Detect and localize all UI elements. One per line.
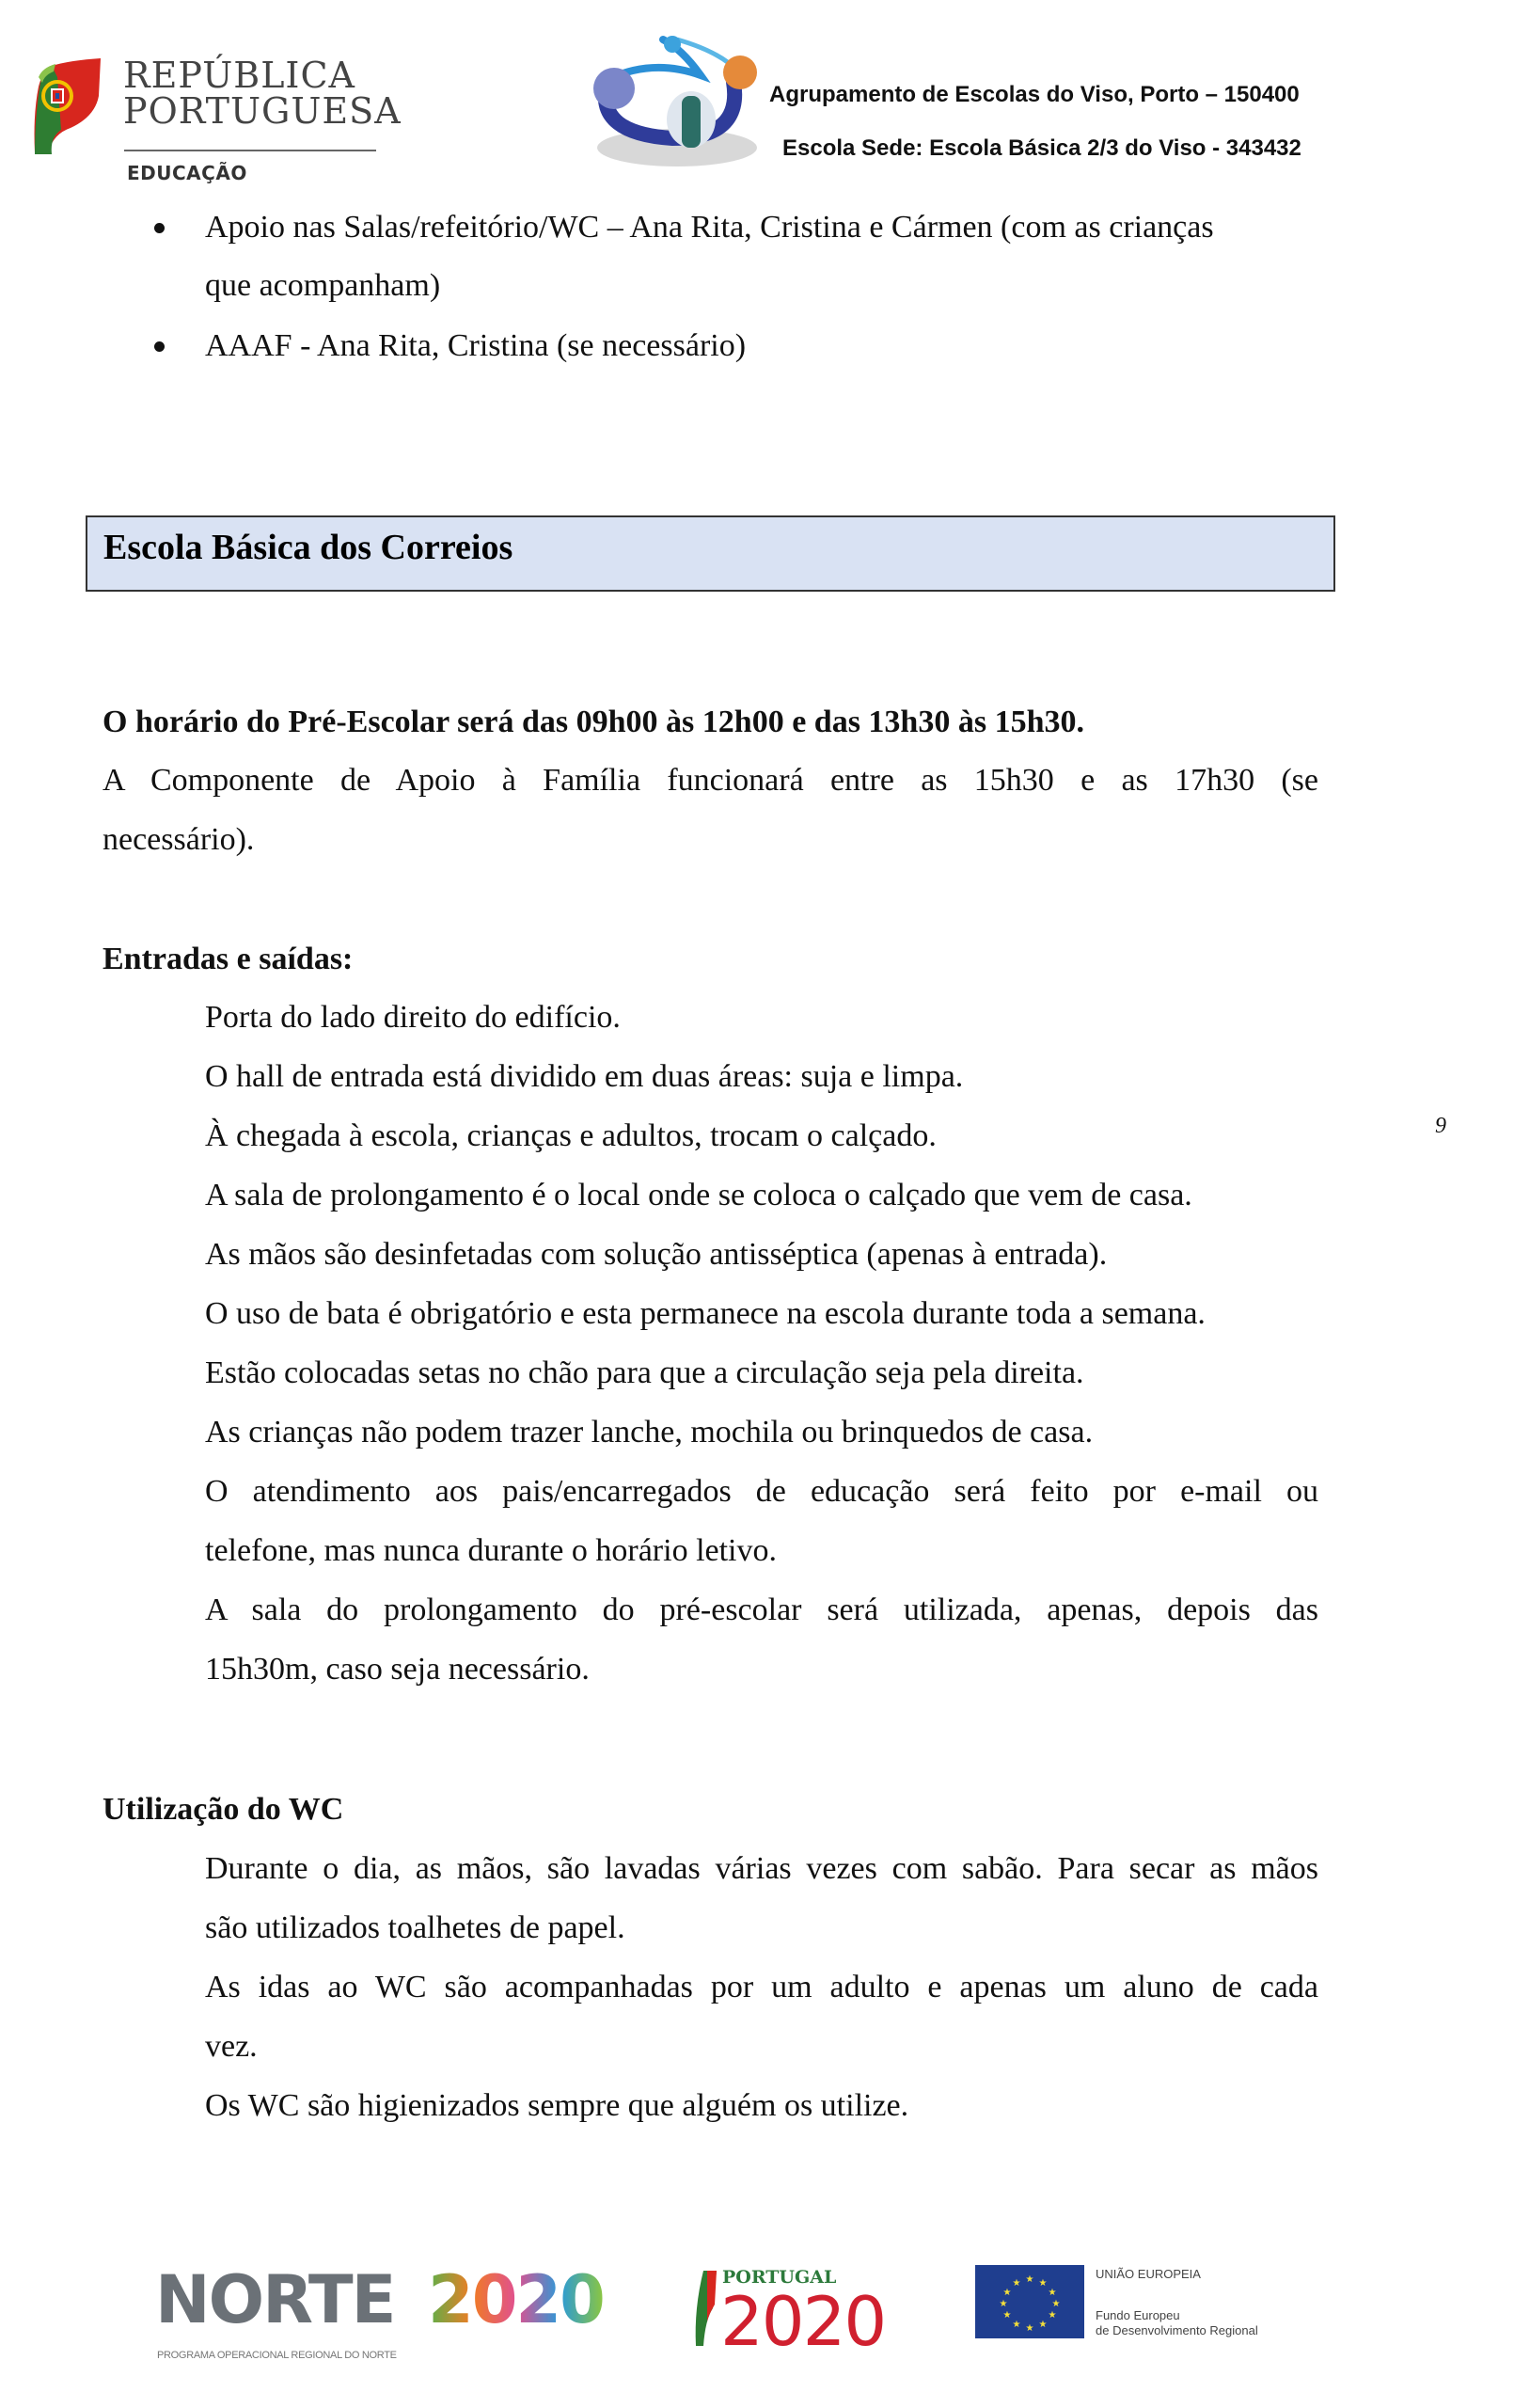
- entries-item: As mãos são desinfetadas com solução antisséptica (apenas à entrada).: [205, 1237, 1108, 1272]
- svg-text:★: ★: [1038, 2320, 1048, 2330]
- eu-fund-line2: de Desenvolvimento Regional: [1096, 2323, 1258, 2337]
- norte2020-logo: [155, 2261, 644, 2361]
- svg-text:★: ★: [1038, 2278, 1048, 2289]
- republica-portuguesa-logo: [33, 55, 402, 193]
- svg-text:★: ★: [1002, 2310, 1012, 2321]
- family-support-continuation: necessário).: [103, 822, 255, 857]
- entries-contact-line: O atendimento aos pais/encarregados de educação será feito por e-mail ou: [205, 1474, 1318, 1509]
- svg-text:★: ★: [1051, 2299, 1061, 2309]
- svg-text:★: ★: [1048, 2310, 1057, 2321]
- footer-logos: [0, 2248, 1530, 2380]
- portugal-flag-icon: [33, 58, 103, 157]
- norte-year: 2020: [428, 2261, 604, 2338]
- norte-subtitle: PROGRAMA OPERACIONAL REGIONAL DO NORTE: [157, 2350, 397, 2361]
- svg-text:★: ★: [1048, 2288, 1057, 2298]
- bullet-item: AAAF - Ana Rita, Cristina (se necessário): [205, 328, 747, 363]
- family-support-text: A Componente de Apoio à Família funcionará entre as 15h30 e as 17h30 (se: [103, 763, 1318, 798]
- svg-text:★: ★: [1012, 2320, 1021, 2330]
- entries-contact-continuation: telefone, mas nunca durante o horário letivo.: [205, 1533, 777, 1568]
- norte-word: NORTE: [155, 2261, 395, 2338]
- wc-heading: Utilização do WC: [103, 1792, 344, 1827]
- bullet-icon: [154, 223, 165, 233]
- entries-extension-continuation: 15h30m, caso seja necessário.: [205, 1652, 590, 1687]
- svg-text:★: ★: [1012, 2278, 1021, 2289]
- school-group-name: Agrupamento de Escolas do Viso, Porto – 150400: [769, 82, 1300, 107]
- school-seat-name: Escola Sede: Escola Básica 2/3 do Viso - 343432: [782, 135, 1301, 161]
- portugal-flag-mark-icon: [694, 2271, 717, 2346]
- svg-text:★: ★: [1002, 2288, 1012, 2298]
- entries-extension-line: A sala do prolongamento do pré-escolar será utilizada, apenas, depois das: [205, 1592, 1318, 1627]
- wc-clean-line: Os WC são higienizados sempre que alguém os utilize.: [205, 2088, 909, 2123]
- family-support-line: [103, 762, 1318, 800]
- bullet-icon: [154, 341, 165, 352]
- viso-school-logo-icon: [578, 21, 762, 171]
- page-number: 9: [1435, 1114, 1446, 1138]
- eu-fund-logo: [975, 2265, 1276, 2340]
- header: [0, 0, 1530, 202]
- entries-heading: Entradas e saídas:: [103, 942, 354, 976]
- portugal-label: PORTUGAL: [722, 2267, 837, 2288]
- entries-item: Porta do lado direito do edifício.: [205, 1000, 621, 1035]
- entries-item: Estão colocadas setas no chão para que a circulação seja pela direita.: [205, 1355, 1084, 1390]
- section-title: Escola Básica dos Correios: [103, 528, 513, 567]
- wc-accompany-continuation: vez.: [205, 2029, 258, 2064]
- entries-item: O uso de bata é obrigatório e esta permanece na escola durante toda a semana.: [205, 1296, 1206, 1331]
- portuguesa-text: PORTUGUESA: [123, 90, 402, 132]
- eu-title: UNIÃO EUROPEIA: [1096, 2267, 1201, 2281]
- logo-divider: [124, 150, 376, 151]
- svg-text:★: ★: [1025, 2323, 1034, 2334]
- wc-accompany-line: As idas ao WC são acompanhadas por um adulto e apenas um aluno de cada: [205, 1970, 1318, 2004]
- bullet-item-continuation: que acompanham): [205, 268, 441, 303]
- eu-fund-line1: Fundo Europeu: [1096, 2308, 1180, 2322]
- educacao-text: EDUCAÇÃO: [127, 162, 247, 184]
- entries-item: O hall de entrada está dividido em duas áreas: suja e limpa.: [205, 1059, 964, 1094]
- bullet-item: Apoio nas Salas/refeitório/WC – Ana Rita, Cristina e Cármen (com as crianças: [205, 210, 1214, 245]
- svg-text:★: ★: [1025, 2274, 1034, 2285]
- entries-item: As crianças não podem trazer lanche, mochila ou brinquedos de casa.: [205, 1415, 1094, 1450]
- svg-text:★: ★: [999, 2299, 1008, 2309]
- portugal2020-logo: [694, 2267, 939, 2361]
- preschool-hours: O horário do Pré-Escolar será das 09h00 às 12h00 e das 13h30 às 15h30.: [103, 705, 1084, 739]
- entries-item: A sala de prolongamento é o local onde se coloca o calçado que vem de casa.: [205, 1178, 1192, 1212]
- portugal-year: 2020: [720, 2282, 886, 2361]
- republica-text: REPÚBLICA: [123, 55, 355, 96]
- wc-list: [205, 1850, 1318, 2147]
- eu-flag-icon: [975, 2265, 1084, 2338]
- wc-wash-continuation: são utilizados toalhetes de papel.: [205, 1910, 625, 1945]
- entries-list: [205, 999, 1318, 1710]
- eu-stars-icon: [975, 2265, 1084, 2338]
- entries-item: À chegada à escola, crianças e adultos, trocam o calçado.: [205, 1118, 937, 1153]
- section-header-box: [86, 515, 1335, 592]
- wc-wash-line: Durante o dia, as mãos, são lavadas várias vezes com sabão. Para secar as mãos: [205, 1851, 1318, 1886]
